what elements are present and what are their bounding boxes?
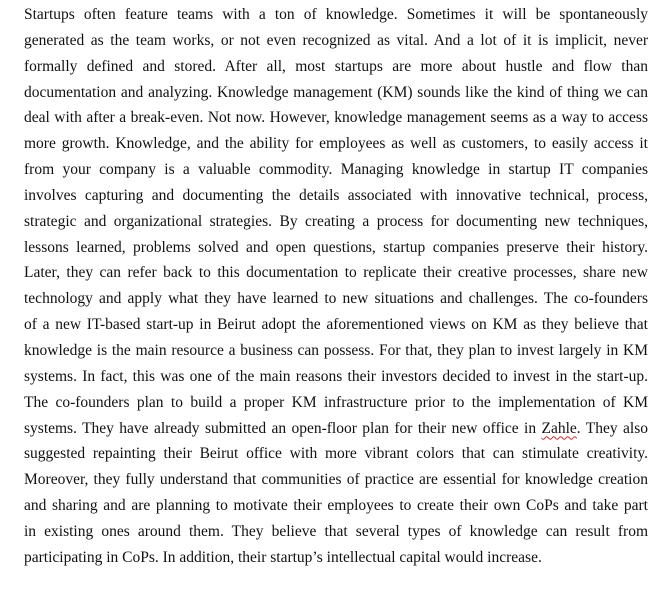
text-line: deal with after a break-even. Not now. However, knowledge management seems as a way to access [24,109,648,127]
text-line: more growth. Knowledge, and the ability for employees as well as customers, to easily access it [24,135,648,153]
text-line: Later, they can refer back to this documentation to replicate their creative processes, share new [24,264,648,282]
text-line: systems. In fact, this was one of the main reasons their investors decided to invest in the start-up. [24,367,648,385]
text-line: formally defined and stored. After all, most startups are more about hustle and flow than [24,57,648,75]
spellcheck-flagged-word[interactable]: Zahle [541,419,577,437]
text-line: of a new IT-based start-up in Beirut adopt the aforementioned views on KM as they believe that [24,316,648,334]
text-line: in existing ones around them. They believe that several types of knowledge can result from [24,522,648,540]
text-line: knowledge is the main resource a business can possess. For that, they plan to invest largely in KM [24,341,648,359]
text-line: and sharing and are planning to motivate their employees to create their own CoPs and take part [24,497,648,515]
text-line-last: participating in CoPs. In addition, their startup’s intellectual capital would increase. [24,548,542,566]
text-line: lessons learned, problems solved and open questions, startup companies preserve their history. [24,238,648,256]
text-fragment: . They also [576,419,648,437]
text-line: Moreover, they fully understand that communities of practice are essential for knowledge creation [24,471,648,489]
text-line: documentation and analyzing. Knowledge management (KM) sounds like the kind of thing we can [24,83,648,101]
text-line: technology and apply what they have learned to new situations and challenges. The co-founders [24,290,648,308]
text-line: from your company is a valuable commodity. Managing knowledge in startup IT companies [24,161,648,179]
text-line: generated as the team works, or not even recognized as vital. And a lot of it is implicit, never [24,31,648,49]
document-body[interactable] [24,2,648,571]
text-line-with-spellcheck [24,416,648,442]
text-line: Startups often feature teams with a ton of knowledge. Sometimes it will be spontaneously [24,6,648,23]
text-line: suggested repainting their Beirut office with more vibrant colors that can stimulate creativity. [24,445,648,463]
text-line: involves capturing and documenting the details associated with innovative technical, process, [24,186,648,204]
text-fragment: systems. They have already submitted an open-floor plan for their new office in [24,419,542,437]
text-line: The co-founders plan to build a proper KM infrastructure prior to the implementation of KM [24,393,648,411]
text-line: strategic and organizational strategies. By creating a process for documenting new techniques, [24,212,648,230]
